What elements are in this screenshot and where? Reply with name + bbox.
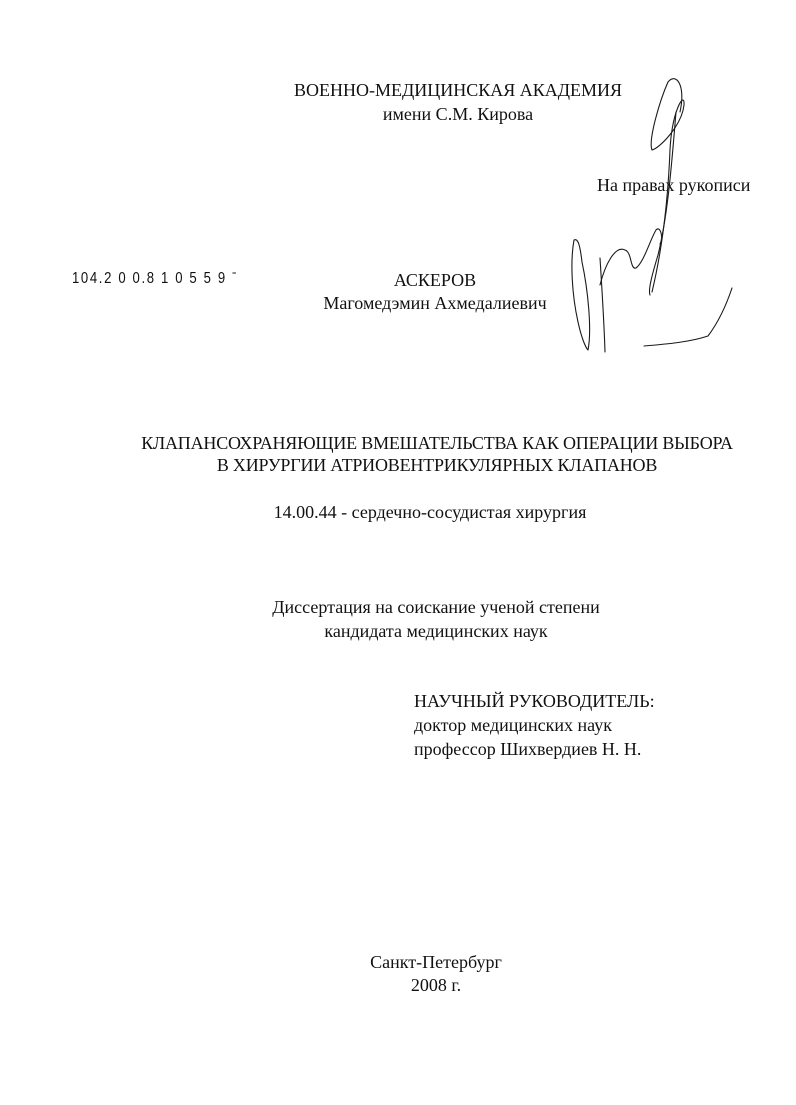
- manuscript-rights-note: На правах рукописи: [597, 175, 751, 195]
- degree-line2: кандидата медицинских наук: [324, 621, 548, 641]
- supervisor-heading: НАУЧНЫЙ РУКОВОДИТЕЛЬ:: [414, 691, 655, 711]
- author-given-names: Магомедэмин Ахмедалиевич: [323, 293, 547, 313]
- dissertation-title-line2: В ХИРУРГИИ АТРИОВЕНТРИКУЛЯРНЫХ КЛАПАНОВ: [216, 455, 658, 475]
- supervisor-name: профессор Шихвердиев Н. Н.: [414, 739, 642, 759]
- institution-named-after: имени С.М. Кирова: [382, 104, 534, 124]
- specialty-code: 14.00.44 - сердечно-сосудистая хирургия: [273, 502, 587, 522]
- author-surname: АСКЕРОВ: [393, 270, 477, 290]
- dissertation-title-line1: КЛАПАНСОХРАНЯЮЩИЕ ВМЕШАТЕЛЬСТВА КАК ОПЕРАЦИИ ВЫБОРА: [141, 433, 733, 453]
- signature-stroke-left: [572, 240, 590, 350]
- institution-name: ВОЕННО-МЕДИЦИНСКАЯ АКАДЕМИЯ: [293, 80, 623, 100]
- degree-line1: Диссертация на соискание ученой степени: [272, 597, 600, 617]
- signature-stroke-descender: [649, 112, 676, 295]
- signature-stroke-underline: [644, 288, 732, 346]
- footer-city: Санкт-Петербург: [370, 952, 502, 972]
- supervisor-degree: доктор медицинских наук: [414, 715, 612, 735]
- footer-year: 2008 г.: [410, 975, 462, 995]
- signature-stroke-flourish: [600, 229, 662, 285]
- inventory-number: 104.2 0 0.8 1 0 5 5 9 ˉ: [72, 270, 239, 287]
- signature-stroke-upright: [600, 258, 605, 352]
